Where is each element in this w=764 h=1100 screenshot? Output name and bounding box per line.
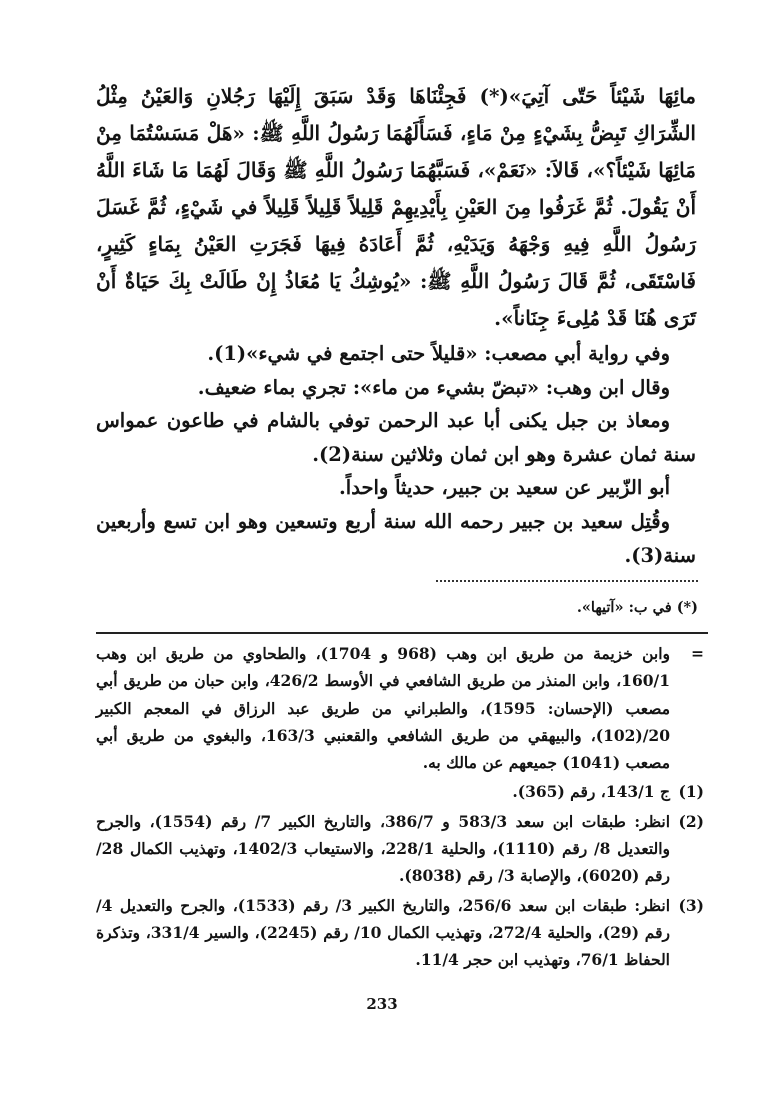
paragraph-abu-musab-narration: وفي رواية أبي مصعب: «قليلاً حتى اجتمع في شيء»(1). — [207, 342, 670, 365]
footnote-marker: = — [691, 644, 704, 663]
footnote-marker: (2) — [678, 811, 704, 831]
footnote-marker: (3) — [678, 895, 704, 915]
footnote-continuation — [96, 640, 704, 776]
footnote-1 — [96, 778, 704, 805]
paragraph-ibn-wahb: وقال ابن وهب: «تبضّ بشيء من ماء»: تجري بماء ضعيف. — [197, 375, 670, 399]
footnote-text: وابن خزيمة من طريق ابن وهب (968 و 1704)، والطحاوي من طريق ابن وهب 160/1، وابن المنذر من طريق الشافعي في الأوسط 426/2، وابن حبان من طريق أبي مصعب (الإحسان: 1595)، والطبراني من طريق عبد الرزاق في المعجم الكبير 20/(102)، والبيهقي من طريق الشافعي والقعنبي 163/3، والبغوي من طريق أبي مصعب (1041) جميعهم عن مالك به. — [96, 644, 671, 773]
footnote-2 — [96, 808, 704, 890]
footnote-text: انظر: طبقات ابن سعد 256/6، والتاريخ الكبير 3/ رقم (1533)، والجرح والتعديل 4/ رقم (29)، والحلية 272/4، وتهذيب الكمال 10/ رقم (2245)، والسير 331/4، وتذكرة الحفاظ 76/1، وتهذيب ابن حجر 11/4. — [96, 895, 671, 970]
footnote-text: انظر: طبقات ابن سعد 583/3 و 386/7، والتاريخ الكبير 7/ رقم (1554)، والجرح والتعديل 8/ رقم (1110)، والحلية 228/1، والاستيعاب 1402/3، وتهذيب الكمال 28/ رقم (6020)، والإصابة 3/ رقم (8038). — [96, 811, 671, 886]
footnote-text: ج 143/1، رقم (365). — [512, 782, 670, 802]
paragraph-said-bin-jubair: وقُتِل سعيد بن جبير رحمه الله سنة أربع وتسعين وهو ابن تسع وأربعين سنة(3). — [96, 509, 696, 567]
hadith-text: مائِهَا شَيْئاً حَتّى آتِيَ»(*) فَجِئْنَاهَا وَقَدْ سَبَقَ إِلَيْهَا رَجُلانِ وَالعَيْنُ مِثْلُ الشِّرَاكِ تَبِضُّ بِشَيْءٍ مِنْ مَاءٍ، فَسَأَلَهُمَا رَسُولُ اللَّهِ ﷺ: «هَلْ مَسَسْتُمَا مِنْ مَائِهَا شَيْئاً؟»، قَالاَ: «نَعَمْ»، فَسَبَّهُمَا رَسُولُ اللَّهِ ﷺ وَقَالَ لَهُمَا مَا شَاءَ اللَّهُ أَنْ يَقُولَ. ثُمَّ غَرَفُوا مِنَ العَيْنِ بِأَيْدِيهِمْ قَلِيلاً قَلِيلاً قَلِيلاً في شَيْءٍ، ثُمَّ غَسَلَ رَسُولُ اللَّهِ فِيهِ وَجْهَهُ وَيَدَيْهِ، ثُمَّ أَعَادَهُ فِيهَا فَجَرَتِ العَيْنُ بِمَاءٍ كَثِيرٍ، فَاسْتَقَى، ثُمَّ قَالَ رَسُولُ اللَّهِ ﷺ: «يُوشِكُ يَا مُعَاذُ إِنْ طَالَتْ بِكَ حَيَاةٌ أَنْ تَرَى هُنَا قَدْ مُلِىءَ جِنَاناً». — [96, 84, 696, 330]
paragraph-abu-zubair: أبو الزّبير عن سعيد بن جبير، حديثاً واحداً. — [339, 476, 670, 500]
footnotes — [96, 640, 704, 976]
dotted-separator — [436, 580, 698, 582]
main-text — [96, 78, 696, 572]
footnote-marker: (1) — [678, 782, 704, 802]
variant-reading-note: (*) في ب: «آتيها». — [576, 599, 698, 616]
paragraph-muadh-bin-jabal: ومعاذ بن جبل يكنى أبا عبد الرحمن توفي بالشام في طاعون عمواس سنة ثمان عشرة وهو ابن ثمان وثلاثين سنة(2). — [96, 409, 696, 466]
footnote-3 — [96, 892, 704, 974]
footnote-divider — [96, 632, 708, 634]
page-number: 233 — [366, 995, 398, 1013]
